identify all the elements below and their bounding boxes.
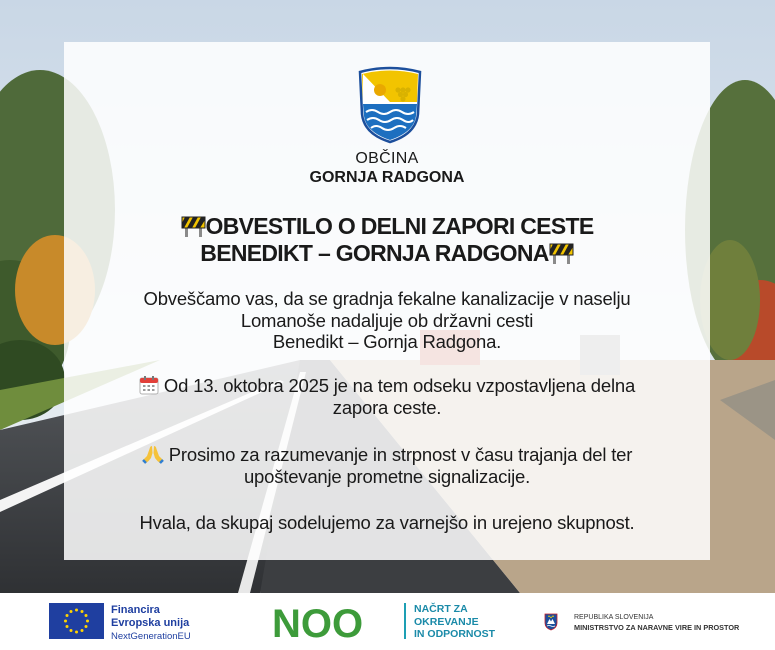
paragraph-line: Hvala, da skupaj sodelujemo za varnejšo in urejeno skupnost.: [139, 512, 635, 533]
intro-paragraph: [74, 288, 700, 353]
funding-footer: [0, 593, 775, 650]
municipality-label: OBČINA: [355, 150, 419, 167]
noo-line-2: OKREVANJE: [414, 615, 479, 628]
noo-logo-letter: NOO: [272, 603, 364, 639]
ministry-text: [574, 613, 739, 633]
eu-funding-text: [111, 604, 191, 643]
noo-line-1: NAČRT ZA: [414, 603, 468, 615]
municipality-crest-icon: [354, 64, 426, 144]
paragraph-line: Od 13. oktobra 2025 je na tem odseku vzpostavljena delna: [163, 375, 636, 396]
eu-flag-icon: [49, 603, 104, 639]
calendar-icon: [139, 375, 159, 395]
municipality-name: GORNJA RADGONA: [309, 169, 465, 186]
construction-sign-icon: [181, 215, 206, 237]
paragraph-line: upoštevanje prometne signalizacije.: [243, 465, 531, 487]
gov-line-2: MINISTRSTVO ZA NARAVNE VIRE IN PROSTOR: [574, 623, 740, 632]
eu-line-3: NextGenerationEU: [111, 631, 191, 642]
request-paragraph: [74, 444, 700, 487]
closing-paragraph: [74, 512, 700, 534]
notice-headline: [64, 213, 710, 267]
noo-divider: [404, 603, 406, 639]
gov-line-1: REPUBLIKA SLOVENIJA: [574, 614, 654, 621]
paragraph-line: Lomanoše nadaljuje ob državni cesti: [240, 309, 534, 331]
noo-line-3: IN ODPORNOST: [414, 628, 496, 640]
date-paragraph: [74, 375, 700, 418]
construction-sign-icon: [549, 242, 574, 264]
folded-hands-icon: [142, 444, 164, 464]
slovenia-crest-icon: [544, 613, 558, 631]
eu-line-2: Evropska unija: [111, 617, 190, 629]
noo-text: [414, 603, 495, 641]
paragraph-line: Prosimo za razumevanje in strpnost v času trajanja del ter: [168, 444, 633, 465]
noo-logo-icon: [272, 603, 392, 639]
paragraph-line: Benedikt – Gornja Radgona.: [272, 331, 502, 352]
notice-card: [64, 42, 710, 560]
headline-line-2: BENEDIKT – GORNJA RADGONA: [200, 240, 549, 266]
eu-line-1: Financira: [111, 604, 160, 616]
headline-line-1: OBVESTILO O DELNI ZAPORI CESTE: [205, 213, 594, 239]
paragraph-line: zapora ceste.: [332, 396, 442, 418]
paragraph-line: Obveščamo vas, da se gradnja fekalne kanalizacije v naselju: [143, 288, 631, 309]
